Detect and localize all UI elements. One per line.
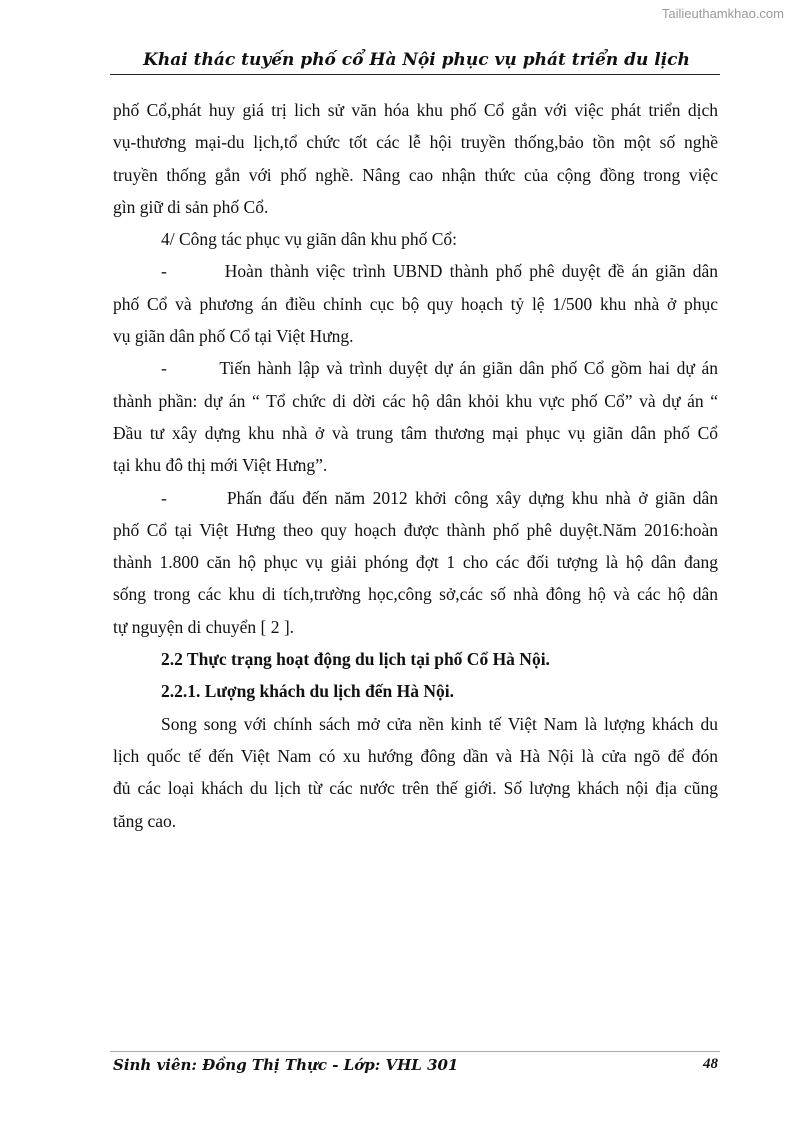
text-line: vụ-thương mại-du lịch,tổ chức tốt các lễ hội truyền thống,bảo tồn một số nghề	[113, 132, 718, 153]
list-item: - Tiến hành lập và trình duyệt dự án giãn dân phố Cổ gồm hai dự án	[161, 358, 718, 379]
text-line: tăng cao.	[113, 810, 177, 831]
subsection-heading: 2.2.1. Lượng khách du lịch đến Hà Nội.	[161, 681, 454, 702]
text-line: phố Cổ tại Việt Hưng theo quy hoạch được thành phố phê duyệt.Năm 2016:hoàn	[113, 519, 718, 540]
list-item: - Phấn đấu đến năm 2012 khởi công xây dựng khu nhà ở giãn dân	[161, 487, 718, 508]
text-line: tự nguyện di chuyển [ 2 ].	[113, 616, 295, 637]
text-line: tại khu đô thị mới Việt Hưng”.	[113, 455, 328, 476]
text-line: lịch quốc tế đến Việt Nam có xu hướng đông dần và Hà Nội là cửa ngõ để đón	[113, 745, 718, 766]
document-body	[113, 94, 718, 837]
footer-divider	[110, 1051, 720, 1052]
section-heading: 4/ Công tác phục vụ giãn dân khu phố Cổ:	[161, 229, 458, 250]
text-line: đủ các loại khách du lịch từ các nước trên thế giới. Số lượng khách nội địa cũng	[113, 778, 718, 799]
text-line: Song song với chính sách mở cửa nền kinh tế Việt Nam là lượng khách du	[161, 713, 718, 734]
header-divider	[110, 74, 720, 75]
text-line: vụ giãn dân phố Cổ tại Việt Hưng.	[113, 326, 354, 347]
text-line: thành phần: dự án “ Tổ chức di dời các hộ dân khỏi khu vực phố Cổ” và dự án “	[113, 390, 718, 411]
text-line: sống trong các khu di tích,trường học,công sở,các số nhà đông hộ và các hộ dân	[113, 584, 718, 605]
footer-author: Sinh viên: Đồng Thị Thực - Lớp: VHL 301	[113, 1056, 459, 1074]
text-line: phố Cổ và phương án điều chỉnh cục bộ quy hoạch tỷ lệ 1/500 khu nhà ở phục	[113, 293, 718, 314]
section-heading: 2.2 Thực trạng hoạt động du lịch tại phố Cổ Hà Nội.	[161, 649, 550, 670]
text-line: truyền thống gắn với phố nghề. Nâng cao nhận thức của cộng đồng trong việc	[113, 164, 718, 185]
list-item: - Hoàn thành việc trình UBND thành phố phê duyệt đề án giãn dân	[161, 261, 718, 282]
text-line: thành 1.800 căn hộ phục vụ giải phóng đợt 1 cho các đối tượng là hộ dân đang	[113, 552, 718, 573]
running-header: Khai thác tuyến phố cổ Hà Nội phục vụ phát triển du lịch	[143, 50, 690, 70]
text-line: gìn giữ di sản phố Cổ.	[113, 196, 269, 217]
watermark: Tailieuthamkhao.com	[661, 6, 784, 21]
page-number: 48	[703, 1056, 718, 1072]
text-line: phố Cổ,phát huy giá trị lich sử văn hóa khu phố Cổ gắn với việc phát triển dịch	[113, 100, 718, 120]
text-line: Đầu tư xây dựng khu nhà ở và trung tâm thương mại phục vụ giãn dân phố Cổ	[113, 422, 718, 443]
